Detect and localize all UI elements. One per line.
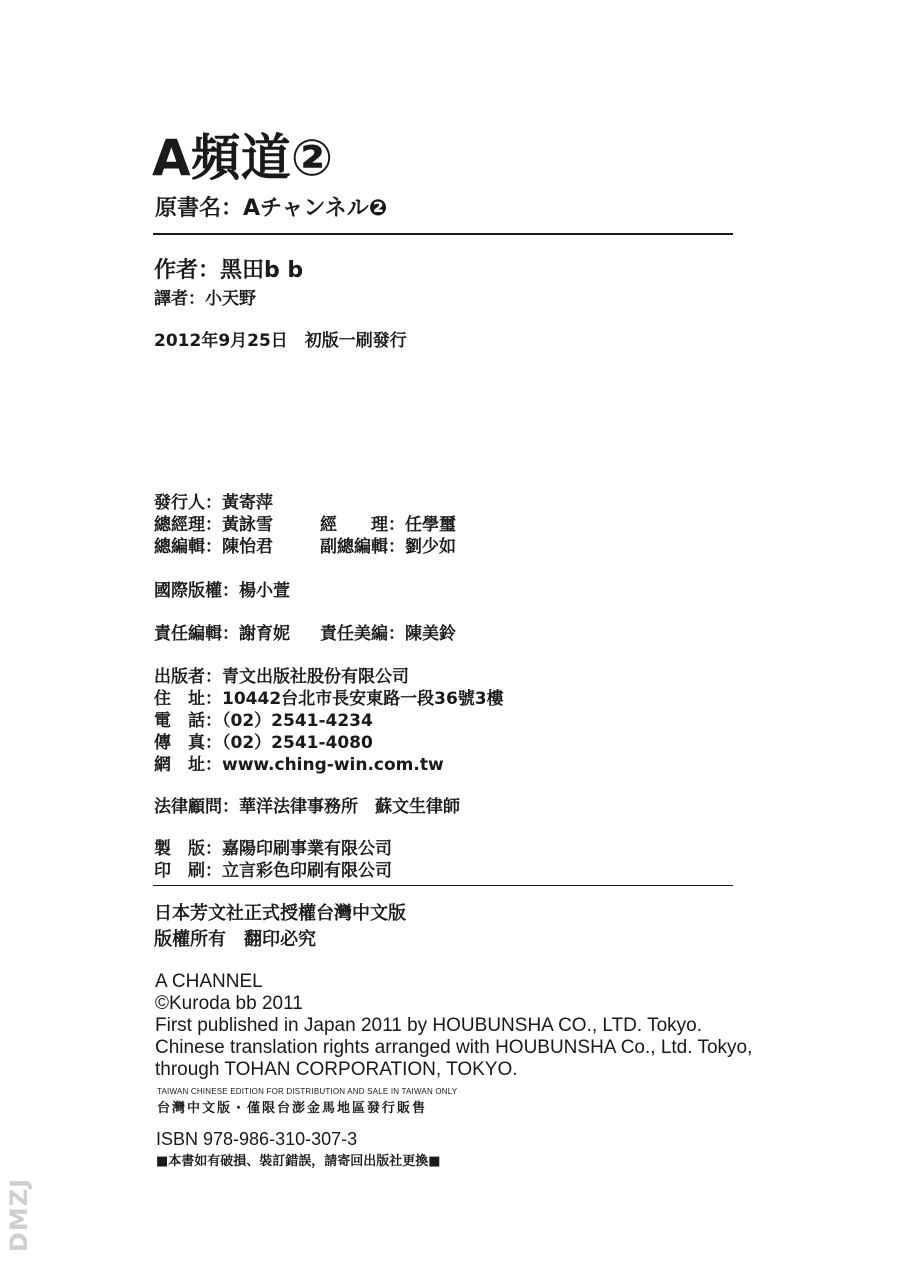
art-editor: 責任美編：陳美鈴 — [320, 624, 456, 644]
publisher-person: 發行人：黃寄萍 — [154, 493, 273, 513]
publisher-website: 網 址：www.ching-win.com.tw — [154, 755, 444, 775]
distribution-note: TAIWAN CHINESE EDITION FOR DISTRIBUTION AND SALE IN TAIWAN ONLY — [157, 1087, 458, 1096]
license-line-1: 日本芳文社正式授權台灣中文版 — [154, 903, 406, 924]
publisher-fax: 傳 真：（02）2541-4080 — [154, 733, 373, 753]
intl-rights: 國際版權：楊小萱 — [154, 581, 290, 601]
original-title: 原書名：Aチャンネル❷ — [155, 196, 388, 221]
general-manager: 總經理：黃詠雪 — [154, 515, 273, 535]
translation-rights: Chinese translation rights arranged with HOUBUNSHA Co., Ltd. Tokyo, — [155, 1037, 753, 1058]
damage-notice: ■本書如有破損、裝訂錯誤，請寄回出版社更換■ — [156, 1154, 441, 1169]
legal-counsel: 法律顧問：華洋法律事務所 蘇文生律師 — [154, 797, 460, 817]
deputy-editor: 副總編輯：劉少如 — [320, 537, 456, 557]
translator: 譯者：小天野 — [154, 289, 256, 309]
platemaking: 製 版：嘉陽印刷事業有限公司 — [154, 839, 392, 859]
publisher-address: 住 址：10442台北市長安東路一段36號3樓 — [154, 689, 504, 709]
printing-rule — [153, 885, 733, 886]
isbn: ISBN 978-986-310-307-3 — [156, 1129, 358, 1149]
manager: 經 理：任學璽 — [320, 515, 456, 535]
english-title: A CHANNEL — [155, 971, 263, 992]
editor-in-chief: 總編輯：陳怡君 — [154, 537, 273, 557]
through-agency: through TOHAN CORPORATION, TOKYO. — [155, 1059, 518, 1080]
printing: 印 刷：立言彩色印刷有限公司 — [154, 861, 392, 881]
title-rule — [153, 233, 733, 235]
publisher-phone: 電 話：（02）2541-4234 — [154, 711, 373, 731]
watermark-logo — [0, 1165, 38, 1265]
publisher-name: 出版者：青文出版社股份有限公司 — [154, 667, 409, 687]
first-published: First published in Japan 2011 by HOUBUNSHA CO., LTD. Tokyo. — [155, 1015, 703, 1036]
page-title: A頻道② — [152, 129, 334, 187]
copyright: ©Kuroda bb 2011 — [155, 993, 303, 1014]
watermark-text: DMZJ — [5, 1177, 34, 1253]
author: 作者：黑田b b — [154, 258, 304, 283]
taiwan-only: 台灣中文版・僅限台澎金馬地區發行販售 — [157, 1101, 428, 1116]
responsible-editor: 責任編輯：謝育妮 — [154, 624, 290, 644]
license-line-2: 版權所有 翻印必究 — [154, 929, 316, 950]
edition-date: 2012年9月25日 初版一刷發行 — [154, 331, 407, 351]
